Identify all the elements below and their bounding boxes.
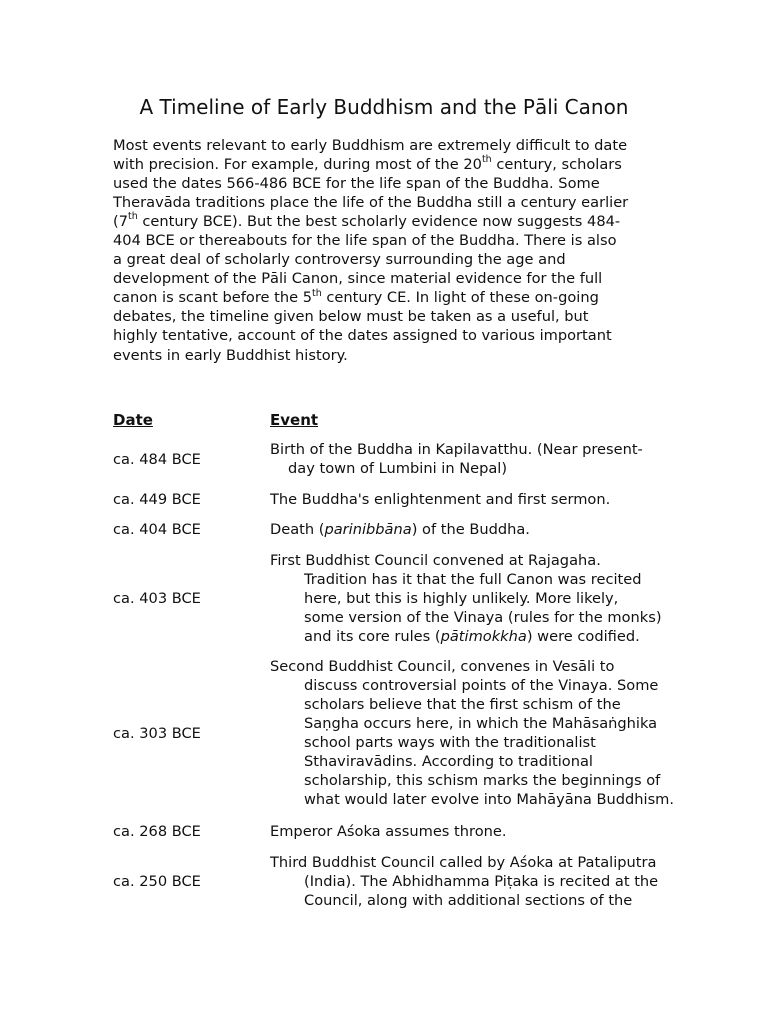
event-text: Emperor Aśoka assumes throne.	[270, 823, 507, 840]
intro-text: a great deal of scholarly controversy surrounding the age and	[113, 251, 566, 269]
timeline-date: ca. 404 BCE	[113, 521, 201, 538]
event-text: Death (	[270, 521, 325, 538]
pali-term: pātimokkha	[440, 628, 527, 645]
event-column-header: Event	[270, 411, 319, 429]
event-line	[270, 570, 700, 589]
intro-line	[113, 155, 658, 174]
event-line	[270, 676, 700, 695]
event-line	[270, 790, 700, 809]
timeline-event	[270, 822, 700, 841]
timeline-date: ca. 484 BCE	[113, 451, 201, 468]
ordinal-superscript: th	[481, 154, 492, 166]
event-text: Council, along with additional sections of the	[304, 892, 633, 909]
intro-text: (7	[113, 213, 128, 231]
intro-line	[113, 269, 658, 288]
event-text: some version of the Vinaya (rules for the monks)	[304, 609, 662, 626]
event-text: discuss controversial points of the Vinaya. Some	[304, 677, 659, 694]
intro-text: canon is scant before the 5	[113, 289, 312, 307]
event-text: Second Buddhist Council, convenes in Vesāli to	[270, 658, 615, 675]
intro-paragraph	[113, 136, 658, 365]
event-line	[270, 627, 700, 646]
timeline-date: ca. 403 BCE	[113, 590, 201, 607]
timeline-event	[270, 551, 700, 646]
intro-text: development of the Pāli Canon, since material evidence for the full	[113, 270, 603, 288]
event-text: Birth of the Buddha in Kapilavatthu. (Near present-	[270, 441, 643, 458]
intro-line	[113, 193, 658, 212]
timeline-date: ca. 303 BCE	[113, 725, 201, 742]
event-text: ) were codified.	[526, 628, 640, 645]
event-text: Third Buddhist Council called by Aśoka at Pataliputra	[270, 854, 657, 871]
intro-text: Theravāda traditions place the life of the Buddha still a century earlier	[113, 194, 629, 212]
event-text: and its core rules (	[304, 628, 441, 645]
intro-line	[113, 174, 658, 193]
event-line	[270, 714, 700, 733]
intro-text: with precision. For example, during most of the 20	[113, 156, 482, 174]
intro-line	[113, 250, 658, 269]
timeline-event	[270, 440, 700, 478]
intro-text: Most events relevant to early Buddhism are extremely difficult to date	[113, 137, 628, 154]
event-line	[270, 771, 700, 790]
intro-line	[113, 288, 658, 307]
event-text: school parts ways with the traditionalist	[304, 734, 596, 751]
intro-text: century CE. In light of these on-going	[321, 289, 599, 307]
intro-line	[113, 212, 658, 231]
intro-line	[113, 326, 658, 345]
document-title: A Timeline of Early Buddhism and the Pāli Canon	[139, 95, 629, 119]
ordinal-superscript: th	[312, 287, 322, 299]
date-column-header: Date	[113, 411, 153, 429]
event-line	[270, 822, 700, 841]
event-line	[270, 752, 700, 771]
intro-line	[113, 231, 658, 250]
event-line	[270, 657, 700, 676]
intro-text: 404 BCE or thereabouts for the life span of the Buddha. There is also	[113, 232, 617, 250]
intro-text: debates, the timeline given below must be taken as a useful, but	[113, 308, 589, 326]
event-line	[270, 695, 700, 714]
intro-text: events in early Buddhist history.	[113, 346, 348, 364]
event-text: here, but this is highly unlikely. More likely,	[304, 590, 619, 607]
event-line	[270, 551, 700, 570]
event-text: scholars believe that the first schism of the	[304, 696, 621, 713]
intro-text: used the dates 566-486 BCE for the life span of the Buddha. Some	[113, 175, 600, 193]
timeline-date: ca. 449 BCE	[113, 491, 201, 508]
event-text: First Buddhist Council convened at Rajagaha.	[270, 552, 601, 569]
event-line	[270, 490, 700, 509]
event-text: Tradition has it that the full Canon was recited	[304, 571, 642, 588]
event-text: scholarship, this schism marks the beginnings of	[304, 772, 661, 789]
event-text: day town of Lumbini in Nepal)	[288, 460, 508, 477]
timeline-event	[270, 853, 700, 910]
timeline-event	[270, 657, 700, 809]
event-line	[270, 872, 700, 891]
event-line	[270, 520, 700, 539]
intro-text: century, scholars	[491, 156, 622, 174]
event-line	[270, 608, 700, 627]
event-text: what would later evolve into Mahāyāna Buddhism.	[304, 791, 675, 808]
event-line	[270, 589, 700, 608]
pali-term: parinibbāna	[324, 521, 412, 538]
event-line	[270, 440, 700, 459]
ordinal-superscript: th	[127, 211, 138, 223]
intro-text: century BCE). But the best scholarly evidence now suggests 484-	[137, 213, 621, 231]
intro-line	[113, 307, 658, 326]
event-text: (India). The Abhidhamma Piṭaka is recited at the	[304, 873, 659, 890]
event-text: Sthaviravādins. According to traditional	[304, 753, 593, 770]
timeline-date: ca. 268 BCE	[113, 823, 201, 840]
event-text: Saṇgha occurs here, in which the Mahāsaṅghika	[304, 715, 658, 732]
event-line	[270, 891, 700, 910]
intro-line	[113, 346, 658, 365]
event-text: The Buddha's enlightenment and first sermon.	[270, 491, 611, 508]
event-line	[270, 733, 700, 752]
intro-line	[113, 136, 658, 155]
event-text: ) of the Buddha.	[411, 521, 530, 538]
event-line	[270, 853, 700, 872]
event-line	[270, 459, 700, 478]
intro-text: highly tentative, account of the dates assigned to various important	[113, 327, 612, 345]
timeline-event	[270, 490, 700, 509]
timeline-date: ca. 250 BCE	[113, 873, 201, 890]
timeline-event	[270, 520, 700, 539]
